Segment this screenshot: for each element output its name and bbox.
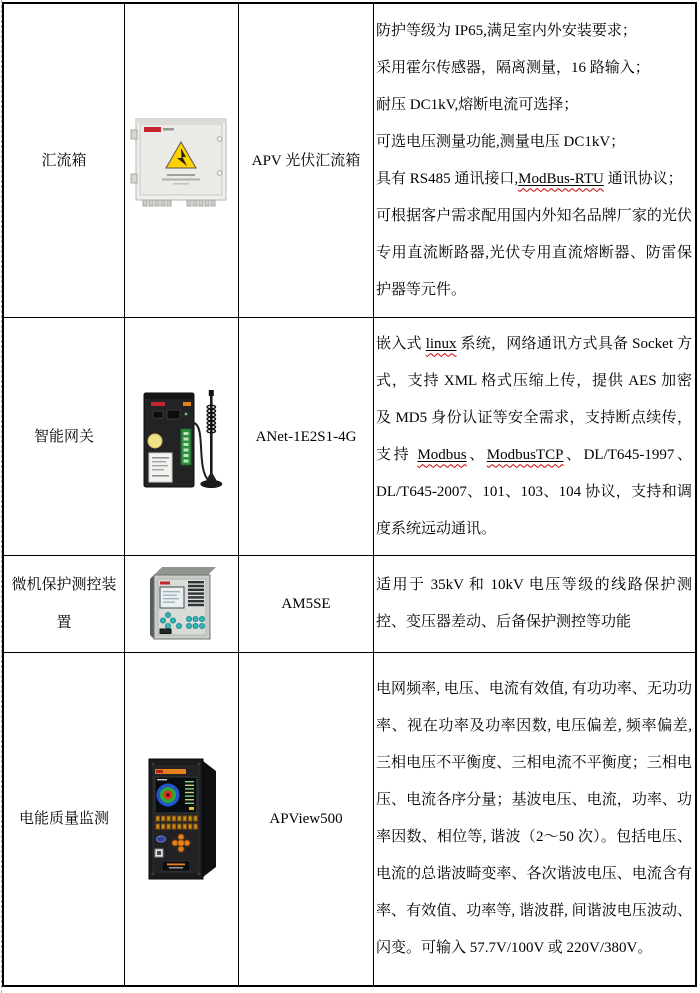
description-line: 电网频率, 电压、电流有效值, 有功功率、无功功率、视在功率及功率因数, 电压偏差, 频率偏差, 三相电压不平衡度、三相电流不平衡度；三相电压、电流各序分量；基波电压、电流，功率、功率因数、相位等, 谐波（2～50 次）。包括电压、电流的总谐波畸变率、各次谐波电压、电流含有率、有效值、功率等, 谐波群, 间谐波电压波动、闪变。可输入 57.7V/100V 或 220V/380V。 xyxy=(376,681,692,956)
model-label: APView500 xyxy=(269,811,343,827)
description-line: 采用霍尔传感器，隔离测量，16 路输入； xyxy=(376,59,650,76)
description-line: 可选电压测量功能,测量电压 DC1kV； xyxy=(376,133,626,150)
description-line: 嵌入式 linux 系统，网络通讯方式具备 Socket 方式，支持 XML 格式压缩上传，提供 AES 加密及 MD5 身份认证等安全需求，支持断点续传，支持 Modbus、ModbusTCP、DL/T645-1997、DL/T645-2007、101、103、104 协议，支持和调度系统远动通讯。 xyxy=(376,335,692,537)
photo-cell-combiner-box xyxy=(125,4,239,318)
pv-combiner-box-photo xyxy=(127,112,237,210)
misspelled-term: ModbusTCP xyxy=(486,446,564,463)
photo-cell-gateway xyxy=(125,318,239,556)
smart-gateway-photo xyxy=(134,381,229,493)
model-label: ANet-1E2S1-4G xyxy=(255,428,357,445)
description-line: 适用于 35kV 和 10kV 电压等级的线路保护测控、变压器差动、后备保护测控等功能 xyxy=(376,577,692,630)
category-cell-combiner-box xyxy=(4,4,125,318)
description-cell-protection-relay xyxy=(374,556,695,653)
description-line: 防护等级为 IP65,满足室内外安装要求； xyxy=(376,22,637,39)
photo-cell-protection-relay xyxy=(125,556,239,653)
category-cell-protection-relay xyxy=(4,556,125,653)
model-cell-gateway xyxy=(239,318,374,556)
model-label: APV 光伏汇流箱 xyxy=(251,152,361,169)
description-line: 可根据客户需求配用国内外知名品牌厂家的光伏专用直流断路器,光伏专用直流熔断器、防雷保护器等元件。 xyxy=(376,207,692,298)
photo-cell-power-quality xyxy=(125,653,239,985)
category-label: 智能网关 xyxy=(33,428,94,445)
category-cell-power-quality xyxy=(4,653,125,985)
model-cell-combiner-box xyxy=(239,4,374,318)
model-cell-power-quality xyxy=(239,653,374,985)
description-cell-power-quality xyxy=(374,653,695,985)
power-quality-monitor-photo xyxy=(141,755,223,883)
model-label: AM5SE xyxy=(281,596,331,612)
category-label: 电能质量监测 xyxy=(18,811,109,827)
description-cell-combiner-box xyxy=(374,4,695,318)
protection-relay-photo xyxy=(142,563,222,645)
category-label: 汇流箱 xyxy=(41,152,87,169)
description-line: 具有 RS485 通讯接口,ModBus-RTU 通讯协议； xyxy=(376,170,683,187)
description-line: 耐压 DC1kV,熔断电流可选择； xyxy=(376,96,579,113)
misspelled-term: linux xyxy=(425,335,457,352)
misspelled-term: ModBus-RTU xyxy=(518,170,604,187)
category-cell-gateway xyxy=(4,318,125,556)
category-label: 微机保护测控装置 xyxy=(11,577,117,631)
description-cell-gateway xyxy=(374,318,695,556)
model-cell-protection-relay xyxy=(239,556,374,653)
misspelled-term: Modbus xyxy=(417,446,467,463)
product-spec-table xyxy=(2,2,697,987)
